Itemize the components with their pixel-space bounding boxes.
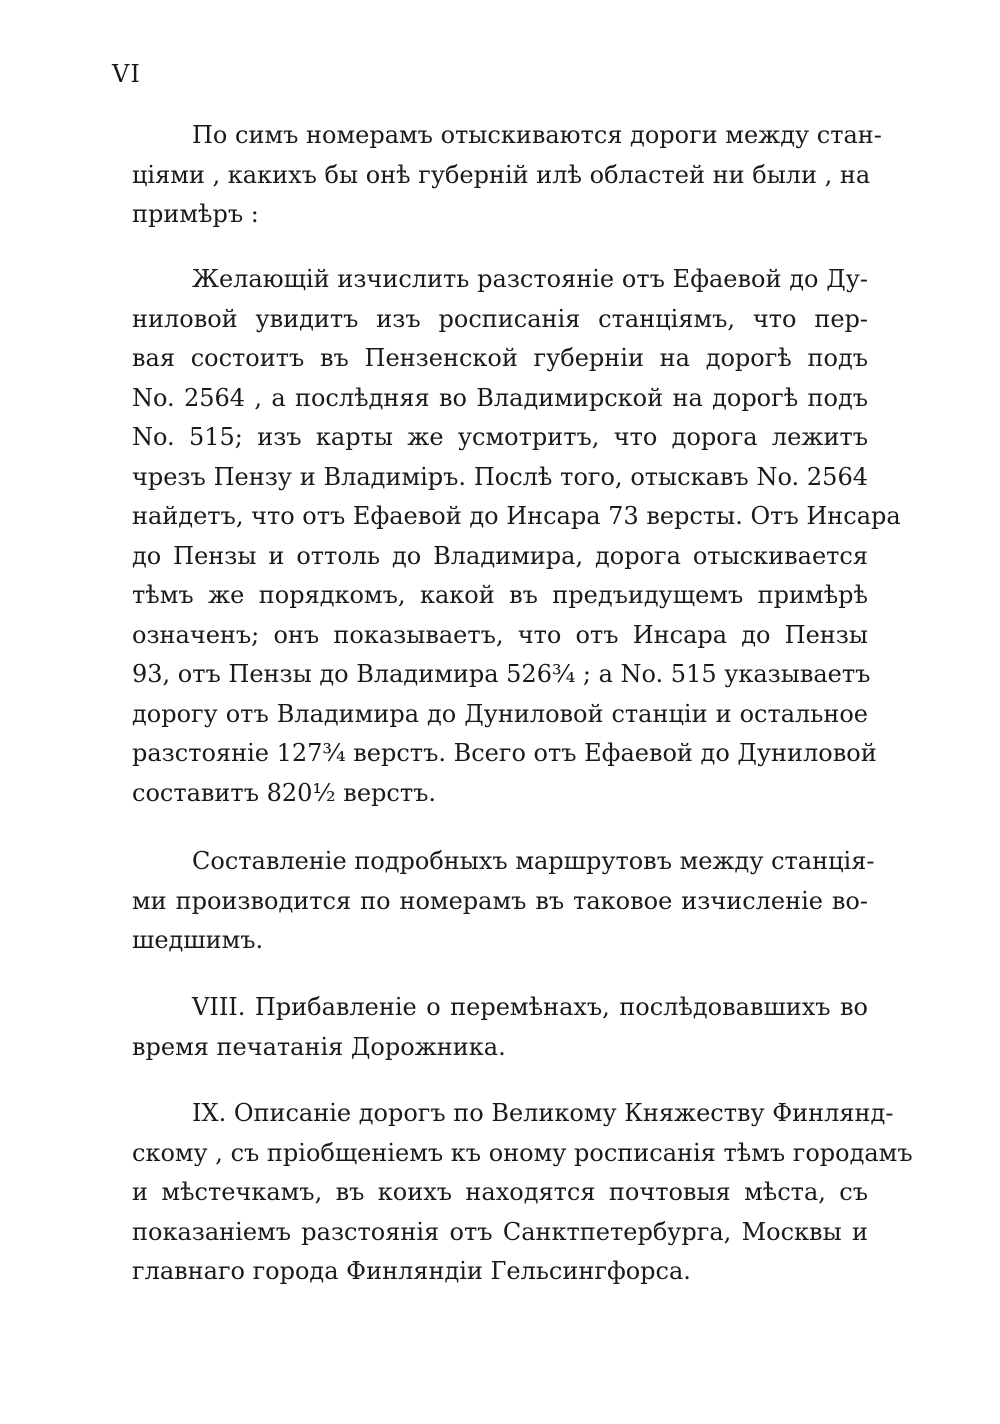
text-line: IX. Описаніе дорогъ по Великому Княжеству Финлянд-: [192, 1099, 894, 1127]
text-line: вая состоитъ въ Пензенской губерніи на дорогѣ подъ: [132, 344, 868, 372]
text-line: No. 515; изъ карты же усмотритъ, что дорога лежитъ: [132, 423, 868, 451]
text-line: VIII. Прибавленіе о перемѣнахъ, послѣдовавшихъ во: [192, 993, 868, 1021]
text-line: шедшимъ.: [132, 926, 264, 954]
text-line: разстояніе 127¾ верстъ. Всего отъ Ефаевой до Дуниловой: [132, 739, 877, 767]
text-line: время печатанія Дорожника.: [132, 1032, 506, 1061]
text-line: ціями , какихъ бы онѣ губерній илѣ областей ни были , на: [132, 160, 871, 189]
paragraph-5: [132, 1094, 913, 1292]
text-line: 93, отъ Пензы до Владимира 526¾ ; а No. 515 указываетъ: [132, 660, 871, 688]
text-line: составитъ 820½ верстъ.: [132, 778, 436, 807]
text-line: Желающій изчислить разстояніе отъ Ефаевой до Ду-: [192, 265, 868, 293]
text-line: дорогу отъ Владимира до Дуниловой станціи и остальное: [132, 699, 868, 728]
text-line: до Пензы и оттоль до Владимира, дорога отыскивается: [132, 541, 868, 570]
text-line: ниловой увидитъ изъ росписанія станціямъ, что пер-: [132, 304, 868, 333]
text-line: чрезъ Пензу и Владиміръ. Послѣ того, отыскавъ No. 2564: [132, 462, 868, 491]
text-line: По симъ номерамъ отыскиваются дороги между стан-: [192, 121, 882, 149]
text-line: No. 2564 , а послѣдняя во Владимирской на дорогѣ подъ: [132, 383, 868, 412]
text-line: показаніемъ разстоянія отъ Санктпетербурга, Москвы и: [132, 1217, 868, 1246]
text-line: и мѣстечкамъ, въ коихъ находятся почтовыя мѣста, съ: [132, 1178, 868, 1206]
paragraph-2: [132, 260, 901, 813]
text-line: главнаго города Финляндіи Гельсингфорса.: [132, 1257, 691, 1285]
text-line: тѣмъ же порядкомъ, какой въ предъидущемъ примѣрѣ: [132, 581, 868, 609]
text-line: примѣръ :: [132, 200, 259, 228]
paragraph-1: [132, 116, 882, 235]
page-number: VI: [112, 60, 141, 88]
text-line: означенъ; онъ показываетъ, что отъ Инсара до Пензы: [132, 620, 868, 649]
text-line: Составленіе подробныхъ маршрутовъ между станція-: [192, 847, 875, 875]
paragraph-4: [132, 988, 868, 1067]
paragraph-3: [132, 842, 875, 961]
text-line: найдетъ, что отъ Ефаевой до Инсара 73 версты. Отъ Инсара: [132, 502, 901, 530]
text-line: ми производится по номерамъ въ таковое изчисленіе во-: [132, 886, 868, 915]
text-line: скому , съ пріобщеніемъ къ оному росписанія тѣмъ городамъ: [132, 1138, 913, 1167]
